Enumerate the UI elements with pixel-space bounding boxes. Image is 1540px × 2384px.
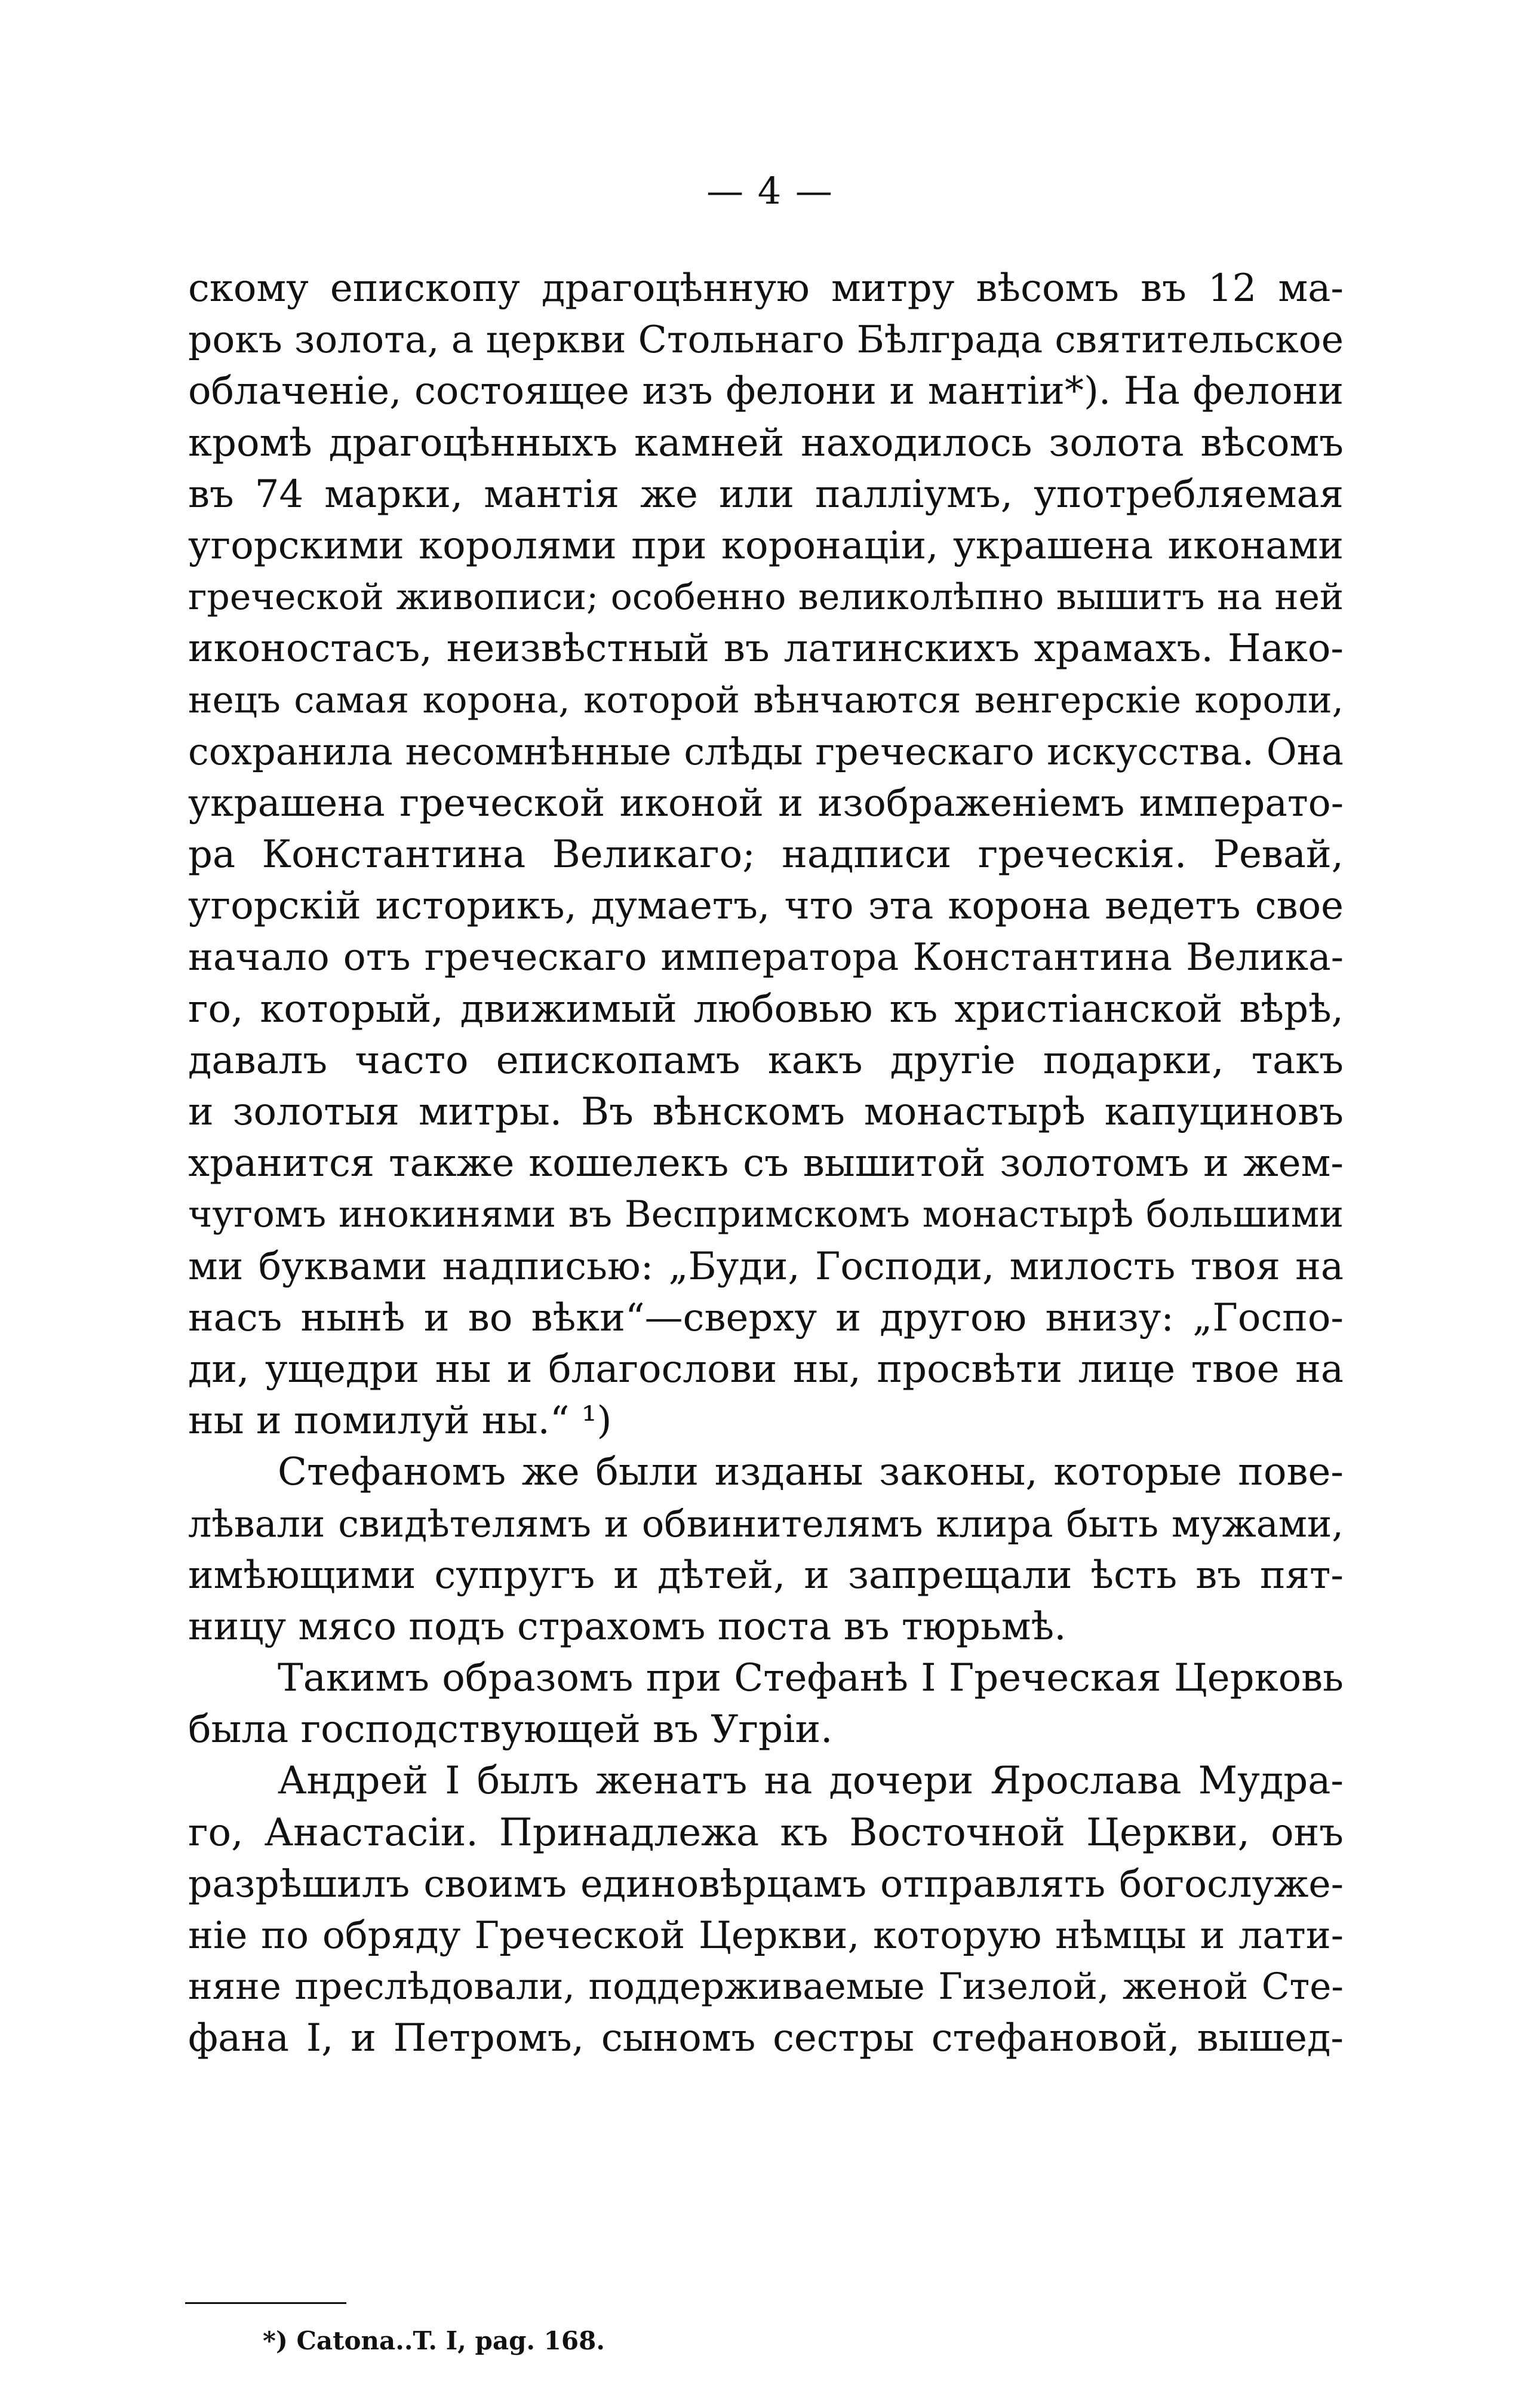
text-line: Андрей I былъ женатъ на дочери Ярослава Мудра- (278, 1759, 1344, 1804)
text-line: Стефаномъ же были изданы законы, которые пове- (278, 1450, 1344, 1495)
text-line: фана I, и Петромъ, сыномъ сестры стефановой, вышед- (188, 2016, 1344, 2061)
text-line: начало отъ греческаго императора Константина Велика- (188, 935, 1344, 979)
text-line: скому епископу драгоцѣнную митру вѣсомъ въ 12 ма- (188, 266, 1344, 311)
text-line: иконостасъ, неизвѣстный въ латинскихъ храмахъ. Нако- (188, 626, 1344, 671)
text-line: угорскими королями при коронаціи, украшена иконами (188, 523, 1344, 568)
text-line: го, который, движимый любовью къ христіанской вѣрѣ, (188, 987, 1344, 1031)
text-line: ми буквами надписью: „Буди, Господи, милость твоя на (188, 1244, 1344, 1289)
text-line: ны и помилуй ны.“ ¹) (188, 1399, 612, 1443)
text-line: кромѣ драгоцѣнныхъ камней находилось золота вѣсомъ (188, 420, 1344, 465)
text-line: чугомъ инокинями въ Веспримскомъ монастырѣ большими (188, 1193, 1344, 1236)
text-line: няне преслѣдовали, поддерживаемые Гизелой, женой Сте- (188, 1965, 1344, 2008)
text-line: го, Анастасіи. Принадлежа къ Восточной Церкви, онъ (188, 1810, 1344, 1855)
text-line: облаченіе, состоящее изъ фелони и мантіи*). На фелони (188, 369, 1344, 414)
text-line: угорскій историкъ, думаетъ, что эта корона ведетъ свое (188, 884, 1344, 929)
text-line: разрѣшилъ своимъ единовѣрцамъ отправлять богослуже- (188, 1861, 1344, 1906)
text-line: нецъ самая корона, которой вѣнчаются венгерскіе короли, (188, 678, 1344, 721)
text-line: ди, ущедри ны и благослови ны, просвѣти лице твое на (188, 1347, 1344, 1391)
text-line: въ 74 марки, мантія же или палліумъ, употребляемая (188, 472, 1344, 517)
text-line: Такимъ образомъ при Стефанѣ I Греческая Церковь (278, 1656, 1344, 1701)
text-line: насъ нынѣ и во вѣки“—сверху и другою внизу: „Госпо- (188, 1295, 1344, 1340)
text-line: греческой живописи; особенно великолѣпно вышитъ на ней (188, 576, 1344, 619)
body-text (188, 263, 1344, 2065)
text-line: ніе по обряду Греческой Церкви, которую нѣмцы и лати- (188, 1913, 1344, 1957)
text-line: сохранила несомнѣнные слѣды греческаго искусства. Она (188, 729, 1344, 773)
page-number: — 4 — (706, 169, 834, 213)
text-line: была господствующей въ Угріи. (188, 1707, 833, 1752)
text-line: украшена греческой иконой и изображеніемъ императо- (188, 781, 1344, 825)
text-line: лѣвали свидѣтелямъ и обвинителямъ клира быть мужами, (188, 1501, 1344, 1546)
text-line: давалъ часто епископамъ какъ другіе подарки, такъ (188, 1038, 1344, 1083)
text-line: имѣющими супругъ и дѣтей, и запрещали ѣсть въ пят- (188, 1553, 1344, 1597)
text-line: ра Константина Великаго; надписи греческія. Ревай, (188, 832, 1344, 877)
text-line: и золотыя митры. Въ вѣнскомъ монастырѣ капуциновъ (188, 1090, 1344, 1134)
text-line: рокъ золота, а церкви Стольнаго Бѣлграда святительское (188, 318, 1344, 362)
footnote: *) Catona..T. I, pag. 168. (263, 2326, 605, 2355)
footnote-separator (185, 2302, 346, 2304)
text-line: хранится также кошелекъ съ вышитой золотомъ и жем- (188, 1141, 1344, 1186)
text-line: ницу мясо подъ страхомъ поста въ тюрьмѣ. (188, 1604, 1066, 1649)
